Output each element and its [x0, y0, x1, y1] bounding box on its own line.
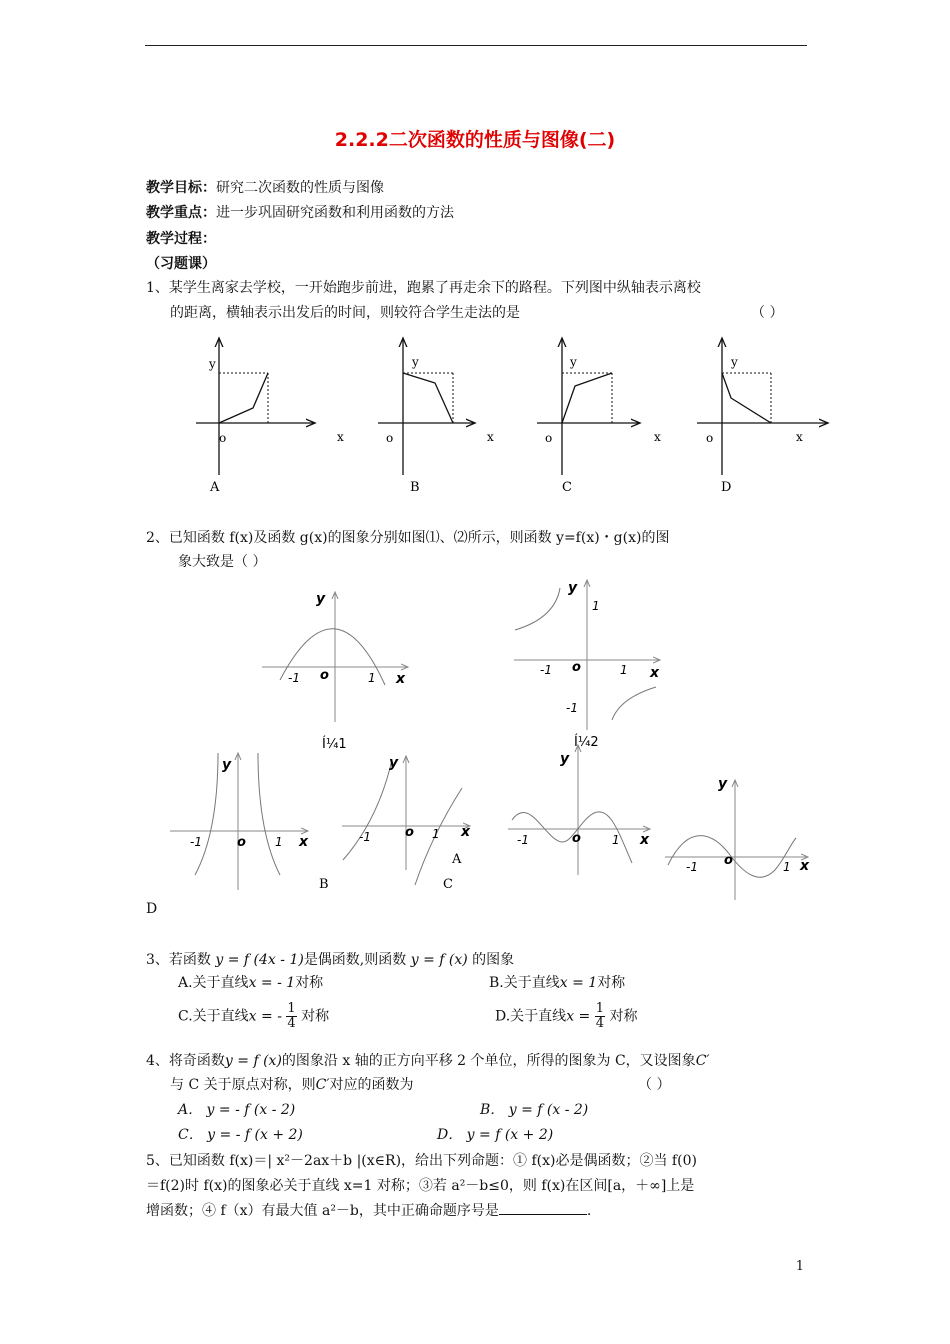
tick-neg1: -1: [517, 833, 529, 847]
axis-x-label: x: [796, 430, 803, 444]
q2-answer-graph-3: [508, 745, 650, 875]
goal-text: 研究二次函数的性质与图像: [216, 180, 384, 196]
q2-answer-graph-4: [665, 776, 810, 900]
frac-num: 1: [287, 1001, 296, 1016]
axis-y-label: y: [731, 355, 738, 369]
page-number: 1: [795, 1259, 804, 1274]
choice-a: A: [452, 852, 462, 867]
q3-option-c-eq: x = -: [248, 1008, 282, 1025]
y-label: y: [389, 755, 399, 771]
q4-line2-a: 与 C 关于原点对称，则: [170, 1077, 316, 1093]
header-rule: [145, 45, 807, 46]
y-label: y: [568, 580, 578, 596]
fig1-caption: Í¼1: [322, 737, 347, 752]
q4-option-b: B． y = f (x - 2): [480, 1102, 589, 1118]
q4-cprime: C′: [695, 1053, 710, 1069]
origin-label: o: [724, 853, 733, 868]
origin-label: o: [386, 431, 394, 445]
q4-line2: [170, 1074, 414, 1094]
q2-line2: 象大致是（ ）: [178, 554, 267, 570]
axis-y-label: y: [209, 357, 216, 371]
x-label: x: [396, 671, 406, 687]
tick-neg1: -1: [686, 860, 698, 874]
q4-line1-b: 的图象沿 x 轴的正方向平移 2 个单位，所得的图象为 C，又设图象: [281, 1053, 696, 1069]
q4-line1: [146, 1050, 710, 1070]
q3-expr1: y = f (4x - 1): [215, 952, 304, 968]
q1-graph-a: [196, 338, 344, 495]
q3-stem-c: 的图象: [472, 952, 515, 968]
q2-figure-1: [262, 591, 408, 752]
q3-option-a: [178, 972, 323, 992]
axis-x-label: x: [654, 430, 661, 444]
q3-option-a-eq: x = - 1: [248, 975, 296, 991]
tick-1: 1: [783, 860, 791, 874]
q4-cprime-2: C′: [315, 1077, 330, 1093]
x-label: x: [800, 858, 810, 874]
q3-expr2: y = f (x): [410, 952, 468, 968]
choice-c: C: [443, 877, 453, 892]
q3-stem-a: 3、若函数: [146, 952, 211, 968]
q4-option-d: D． y = f (x + 2): [437, 1127, 554, 1143]
q3-option-c-frac: [286, 1002, 296, 1031]
origin-label: o: [405, 825, 414, 840]
x-label: x: [650, 665, 660, 681]
frac-den: 4: [595, 1016, 604, 1031]
origin-label: o: [572, 660, 581, 675]
q5-line1: 5、已知函数 f(x)＝| x²－2ax＋b |(x∈R)，给出下列命题：① f(x)必是偶函数；②当 f(0): [146, 1153, 697, 1169]
q3-option-c: [178, 1002, 329, 1031]
tick-neg1-y: -1: [566, 701, 578, 715]
q3-option-b: [489, 972, 625, 992]
q5-end: .: [586, 1203, 592, 1219]
tick-1: 1: [275, 835, 283, 849]
origin-label: o: [572, 831, 581, 846]
q3-option-c-label: C.关于直线: [178, 1008, 249, 1025]
q4-line2-b: 对应的函数为: [329, 1077, 414, 1093]
frac-num: 1: [595, 1001, 604, 1016]
key-text: 进一步巩固研究函数和利用函数的方法: [216, 205, 454, 221]
q3-stem: [146, 949, 514, 969]
origin-label: o: [545, 431, 553, 445]
origin-label: o: [219, 431, 227, 445]
option-d: D: [721, 480, 732, 495]
choice-d: D: [146, 901, 158, 917]
q2-line1: 2、已知函数 f(x)及函数 g(x)的图象分别如图⑴、⑵所示，则函数 y=f(x)・g(x)的图: [146, 530, 670, 546]
choice-b: B: [319, 877, 329, 892]
q2-answer-graph-c: [342, 755, 471, 892]
tick-1-y: 1: [592, 599, 600, 613]
tick-1: 1: [432, 827, 440, 841]
q1-graph-d: [697, 338, 828, 495]
q3-option-c-sym: 对称: [301, 1008, 330, 1025]
tick-neg1: -1: [288, 671, 300, 685]
q3-option-b-sym: 对称: [597, 975, 626, 991]
x-label: x: [461, 824, 471, 840]
axis-y-label: y: [412, 355, 419, 369]
lesson-type: （习题课）: [146, 256, 216, 272]
option-b: B: [410, 480, 420, 495]
frac-den: 4: [287, 1016, 296, 1031]
tick-neg1: -1: [190, 835, 202, 849]
q4-option-a: A． y = - f (x - 2): [178, 1102, 296, 1118]
q4-option-c: C． y = - f (x + 2): [178, 1127, 303, 1143]
q3-option-d-label: D.关于直线: [495, 1008, 567, 1025]
q3-option-d-frac: [595, 1002, 605, 1031]
teaching-goal: [146, 177, 384, 197]
y-label: y: [316, 591, 326, 607]
option-a: A: [210, 480, 220, 495]
q3-option-d: [495, 1002, 637, 1031]
q5-line3: [146, 1200, 591, 1220]
teaching-key: [146, 202, 454, 222]
axis-x-label: x: [487, 430, 494, 444]
q1-graph-c: [537, 338, 661, 495]
q4-answer-paren: （ ）: [638, 1077, 671, 1093]
origin-label: o: [706, 431, 714, 445]
q3-option-d-sym: 对称: [609, 1008, 638, 1025]
tick-neg1: -1: [540, 663, 552, 677]
tick-neg1: -1: [359, 830, 371, 844]
q2-figure-2: [514, 580, 660, 750]
q3-option-b-eq: x = 1: [559, 975, 598, 991]
q4-line1-expr: y = f (x): [224, 1053, 282, 1069]
page-title: 2.2.2二次函数的性质与图像(二): [334, 129, 616, 151]
q3-stem-b: 是偶函数,则函数: [303, 952, 407, 968]
q1-line1: 1、某学生离家去学校，一开始跑步前进，跑累了再走余下的路程。下列图中纵轴表示离校: [146, 280, 701, 296]
tick-1: 1: [612, 833, 620, 847]
q2-figures: [0, 570, 950, 920]
origin-label: o: [320, 668, 329, 683]
x-label: x: [640, 832, 650, 848]
q5-line3-text: 增函数；④ f（x）有最大值 a²－b，其中正确命题序号是: [146, 1203, 499, 1219]
q4-line1-a: 4、将奇函数: [146, 1053, 225, 1069]
tick-1: 1: [368, 671, 376, 685]
x-label: x: [299, 834, 309, 850]
axis-x-label: x: [337, 430, 344, 444]
fig2-caption: Í¼2: [574, 735, 599, 750]
origin-label: o: [237, 835, 246, 850]
goal-label: 教学目标：: [146, 180, 216, 196]
q1-figures: [0, 330, 950, 500]
axis-y-label: y: [570, 355, 577, 369]
process-label: 教学过程：: [146, 231, 216, 247]
q1-line2: 的距离，横轴表示出发后的时间，则较符合学生走法的是: [170, 305, 520, 321]
q5-line2: ＝f(2)时 f(x)的图象必关于直线 x=1 对称；③若 a²－b≤0，则 f(x)在区间[a，＋∞]上是: [146, 1178, 695, 1194]
y-label: y: [222, 757, 232, 773]
q3-option-b-label: B.关于直线: [489, 975, 560, 991]
tick-1: 1: [620, 663, 628, 677]
key-label: 教学重点：: [146, 205, 216, 221]
q1-answer-paren: （ ）: [751, 305, 784, 321]
option-c: C: [562, 480, 572, 495]
q3-option-a-sym: 对称: [295, 975, 324, 991]
q3-option-a-label: A.关于直线: [178, 975, 249, 991]
q3-option-d-eq: x =: [566, 1008, 591, 1025]
answer-blank[interactable]: [499, 1200, 587, 1215]
y-label: y: [718, 776, 728, 792]
y-label: y: [560, 751, 570, 767]
q2-answer-graph-b: [170, 753, 329, 892]
q1-graph-b: [378, 338, 494, 495]
